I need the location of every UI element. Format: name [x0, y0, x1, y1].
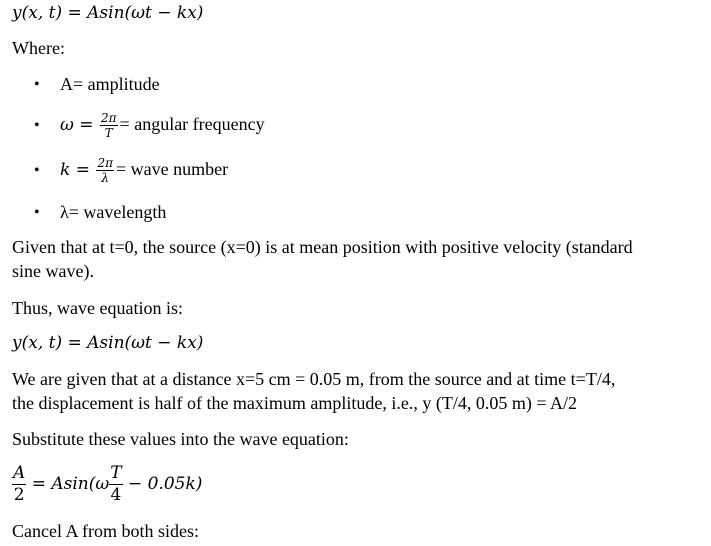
amplitude-symbol: A — [60, 74, 73, 94]
amplitude-definition — [60, 73, 160, 95]
where-label: Where: — [12, 38, 65, 58]
thus-label: Thus, wave equation is: — [12, 298, 183, 318]
angular-frequency-text: = angular frequency — [119, 114, 265, 134]
fraction-numerator: A — [13, 463, 26, 483]
sub-eq-tail: − 0.05k) — [127, 474, 203, 494]
cancel-label: Cancel A from both sides: — [12, 521, 199, 541]
given-paragraph-line-1: Given that at t=0, the source (x=0) is at mean position with positive velocity (standard — [12, 237, 633, 257]
given-paragraph-line-2: sine wave). — [12, 261, 94, 281]
lambda-symbol: λ — [60, 202, 69, 222]
fraction-A-over-2 — [12, 465, 26, 504]
omega-lhs: ω = — [60, 115, 94, 135]
fraction-denominator: 4 — [110, 485, 122, 505]
wave-number-text: = wave number — [115, 159, 229, 179]
bullet-dot: • — [34, 117, 40, 134]
fraction-numerator: T — [110, 463, 122, 483]
amplitude-text: = amplitude — [73, 74, 160, 94]
bullet-dot: • — [34, 162, 40, 179]
fraction-T-over-4 — [109, 465, 122, 504]
equation-wave-mid: y(x, t) = Asin(ωt − kx) — [12, 333, 204, 353]
wavelength-definition — [60, 201, 166, 223]
fraction-numerator: 2π — [97, 156, 113, 171]
sub-eq-middle: = Asin(ω — [31, 474, 110, 494]
fraction-2pi-over-lambda — [96, 157, 114, 184]
substituted-equation — [12, 460, 202, 508]
k-lhs: k = — [60, 160, 90, 180]
fraction-numerator: 2π — [101, 111, 117, 126]
wavelength-text: = wavelength — [68, 202, 167, 222]
bullet-dot: • — [34, 76, 40, 93]
fraction-2pi-over-T — [100, 112, 118, 139]
substitute-label: Substitute these values into the wave equation: — [12, 429, 349, 449]
equation-wave-top: y(x, t) = Asin(ωt − kx) — [12, 3, 204, 23]
angular-frequency-definition — [60, 106, 265, 143]
bullet-dot: • — [34, 204, 40, 221]
distance-paragraph-line-2: the displacement is half of the maximum amplitude, i.e., y (T/4, 0.05 m) = A/2 — [12, 393, 578, 413]
distance-paragraph-line-1: We are given that at a distance x=5 cm = 0.05 m, from the source and at time t=T/4, — [12, 369, 616, 389]
fraction-denominator: 2 — [13, 485, 25, 505]
wave-number-definition — [60, 151, 228, 188]
fraction-denominator: λ — [101, 171, 110, 186]
fraction-denominator: T — [104, 126, 113, 141]
